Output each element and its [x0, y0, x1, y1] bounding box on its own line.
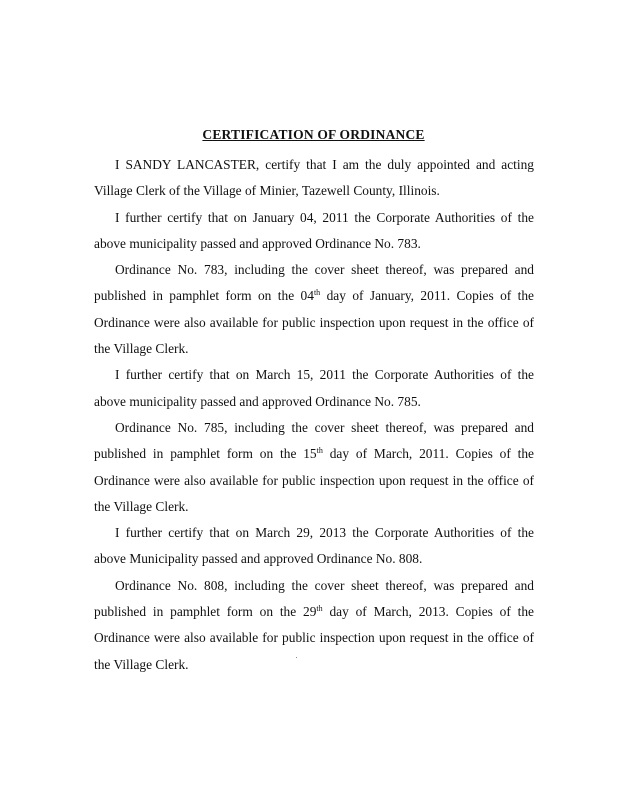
paragraph-ordinance-783-publication — [94, 257, 534, 362]
paragraph-text-start: Ordinance No. 785, including the cover sheet thereof, was prepared and published in pamphlet form on the 15 — [94, 419, 534, 462]
paragraph-ordinance-808-approval: I further certify that on March 29, 2013 the Corporate Authorities of the above Municipality passed and approved Ordinance No. 808. — [94, 525, 534, 567]
paragraph-ordinance-808-publication — [94, 573, 534, 678]
paragraph-text-end: day of March, 2013. Copies of the Ordinance were also available for public inspection upon request in the office of the Village Clerk. — [94, 604, 534, 672]
paragraph-ordinance-783-approval: I further certify that on January 04, 2011 the Corporate Authorities of the above municipality passed and approved Ordinance No. 783. — [94, 209, 534, 251]
paragraph-text-end: day of March, 2011. Copies of the Ordinance were also available for public inspection upon request in the office of the Village Clerk. — [94, 446, 535, 514]
ordinal-suffix: th — [313, 288, 321, 298]
scan-speck — [296, 657, 297, 658]
ordinal-suffix: th — [316, 604, 323, 614]
paragraph-ordinance-785-publication — [94, 415, 534, 520]
paragraph-clerk-certification: I SANDY LANCASTER, certify that I am the duly appointed and acting Village Clerk of the Village of Minier, Tazewell County, Illinois. — [94, 157, 534, 199]
document-title: CERTIFICATION OF ORDINANCE — [202, 127, 425, 142]
paragraph-ordinance-785-approval: I further certify that on March 15, 2011 the Corporate Authorities of the above municipality passed and approved Ordinance No. 785. — [94, 367, 534, 409]
document-body — [94, 152, 534, 678]
paragraph-text-start: Ordinance No. 783, including the cover sheet thereof, was prepared and published in pamphlet form on the 04 — [94, 262, 534, 304]
paragraph-text-start: Ordinance No. 808, including the cover sheet thereof, was prepared and published in pamphlet form on the 29 — [94, 577, 534, 620]
ordinal-suffix: th — [316, 446, 323, 456]
paragraph-text-end: day of January, 2011. Copies of the Ordinance were also available for public inspection upon request in the office of the Village Clerk. — [94, 288, 535, 357]
